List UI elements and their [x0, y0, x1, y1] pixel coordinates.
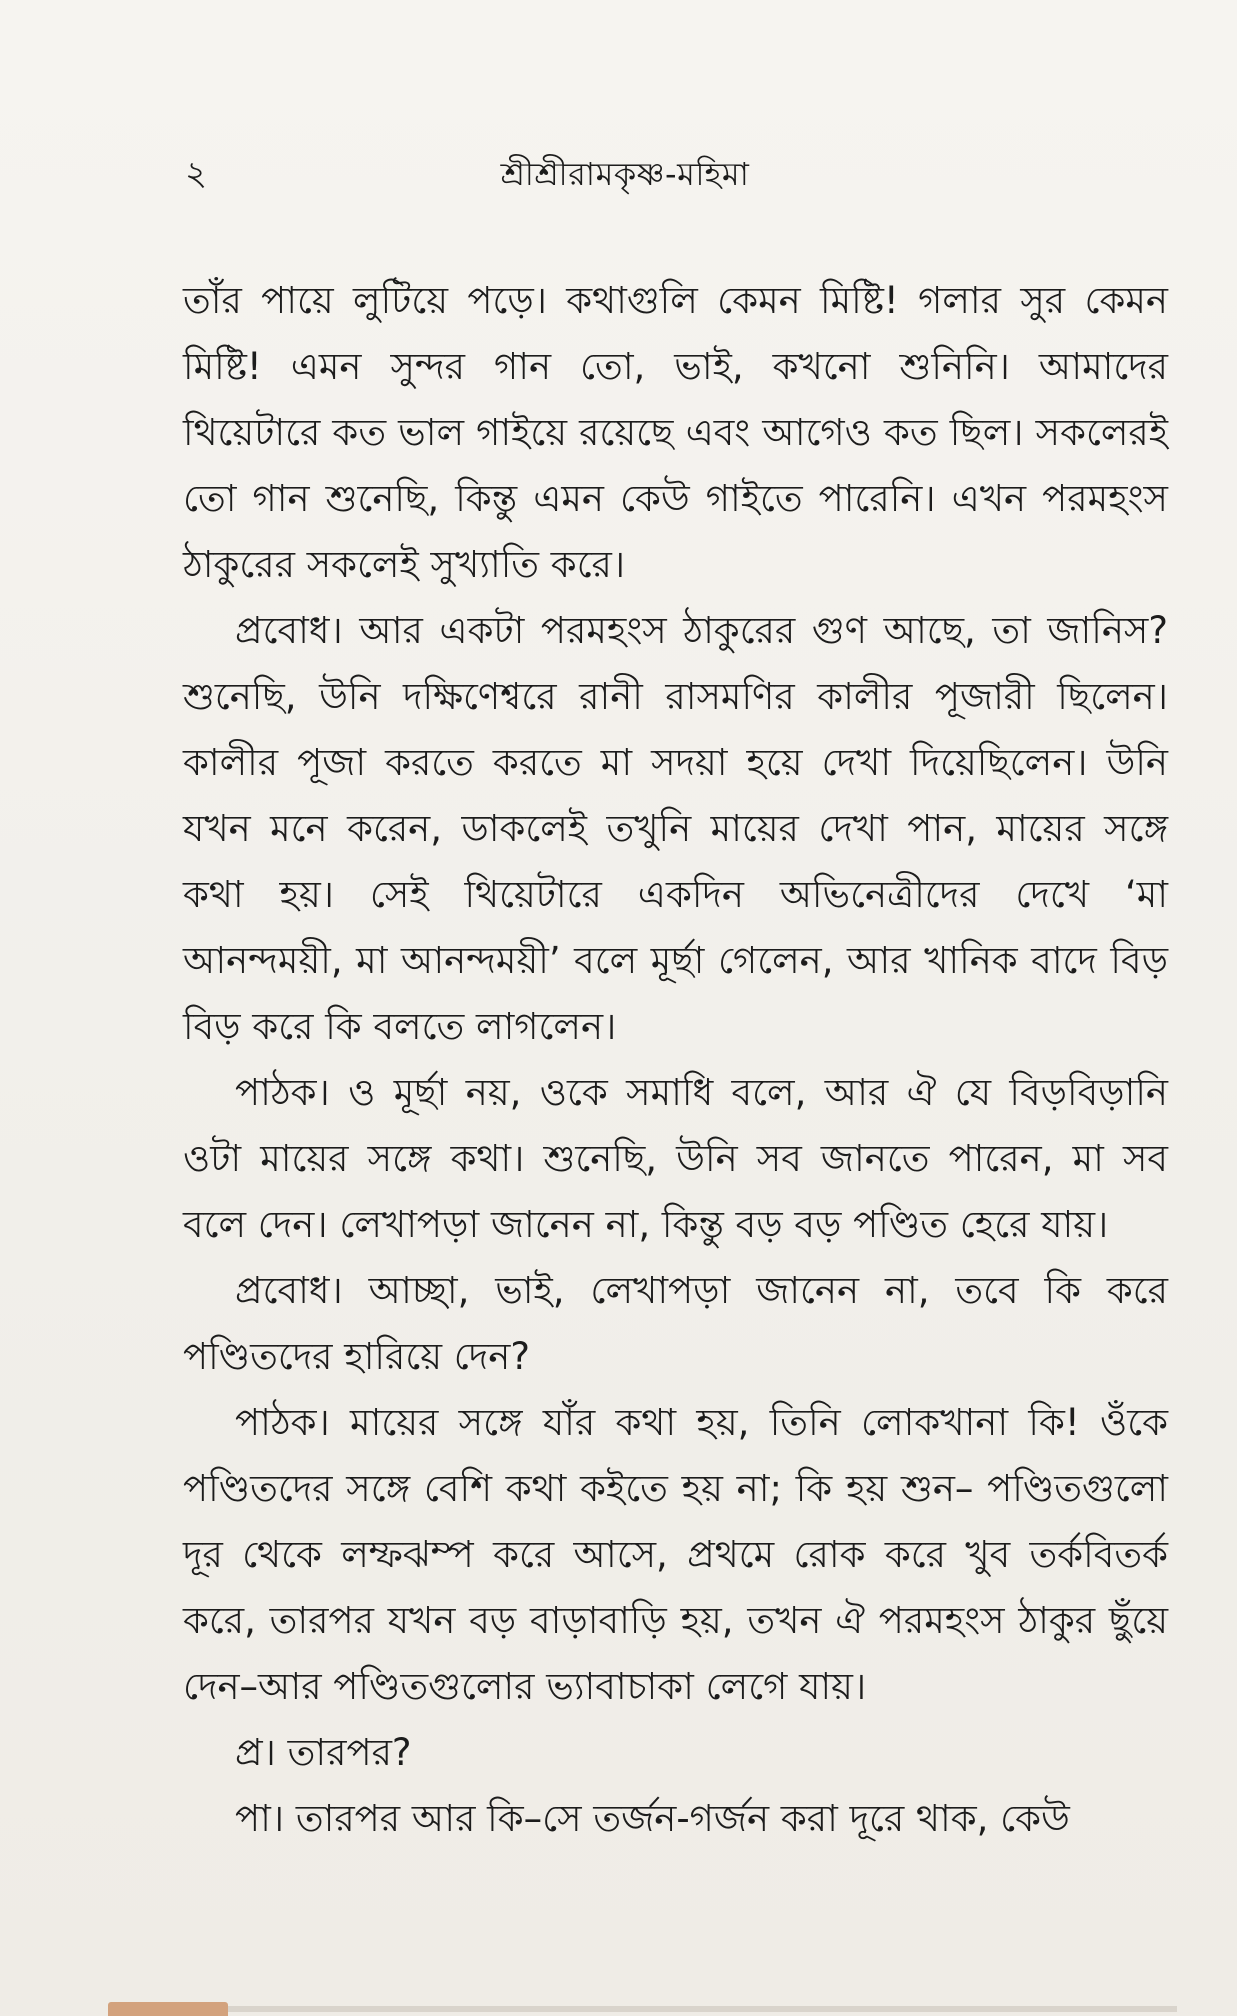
paragraph-text: আর একটা পরমহংস ঠাকুরের গুণ আছে, তা জানিস? শুনেছি, উনি দক্ষিণেশ্বরে রানী রাসমণির কালীর পূজারী ছিলেন। কালীর পূজা করতে করতে মা সদয়া হয়ে দেখা দিয়েছিলেন। উনি যখন মনে করেন, ডাকলেই তখুনি মায়ের দেখা পান, মায়ের সঙ্গে কথা হয়। সেই থিয়েটারে একদিন অভিনেত্রীদের দেখে ‘মা আনন্দময়ী, মা আনন্দময়ী’ বলে মূর্ছা গেলেন, আর খানিক বাদে বিড় বিড় করে কি বলতে লাগলেন।: [183, 609, 1168, 1048]
paragraph: [183, 268, 1168, 598]
paragraph: [183, 598, 1168, 1060]
paragraph: [183, 1720, 1168, 1786]
speaker-label: প্রবোধ।: [235, 609, 343, 652]
paragraph-text: মায়ের সঙ্গে যাঁর কথা হয়, তিনি লোকখানা কি! ওঁকে পণ্ডিতদের সঙ্গে বেশি কথা কইতে হয় না; কি হয় শুন– পণ্ডিতগুলো দূর থেকে লম্ফঝম্প করে আসে, প্রথমে রোক করে খুব তর্কবিতর্ক করে, তারপর যখন বড় বাড়াবাড়ি হয়, তখন ঐ পরমহংস ঠাকুর ছুঁয়ে দেন–আর পণ্ডিতগুলোর ভ্যাবাচাকা লেগে যায়।: [183, 1401, 1168, 1708]
page-bottom-edge: [228, 2006, 1177, 2012]
paragraph: [183, 1258, 1168, 1390]
paragraph-text: তাঁর পায়ে লুটিয়ে পড়ে। কথাগুলি কেমন মিষ্টি! গলার সুর কেমন মিষ্টি! এমন সুন্দর গান তো, ভাই, কখনো শুনিনি। আমাদের থিয়েটারে কত ভাল গাইয়ে রয়েছে এবং আগেও কত ছিল। সকলেরই তো গান শুনেছি, কিন্তু এমন কেউ গাইতে পারেনি। এখন পরমহংস ঠাকুরের সকলেই সুখ্যাতি করে।: [183, 279, 1168, 586]
paragraph-text: তারপর আর কি–সে তর্জন-গর্জন করা দূরে থাক, কেউ: [284, 1797, 1070, 1840]
paragraph-text: আচ্ছা, ভাই, লেখাপড়া জানেন না, তবে কি করে পণ্ডিতদের হারিয়ে দেন?: [183, 1269, 1168, 1378]
running-title: শ্রীশ্রীরামকৃষ্ণ-মহিমা: [500, 155, 750, 193]
speaker-label: পাঠক।: [235, 1401, 330, 1444]
page-header: [185, 150, 1065, 210]
speaker-label: পাঠক।: [235, 1071, 330, 1114]
page-body: [183, 268, 1168, 1852]
speaker-label: প্র।: [235, 1731, 276, 1774]
paragraph-text: ও মূর্ছা নয়, ওকে সমাধি বলে, আর ঐ যে বিড়বিড়ানি ওটা মায়ের সঙ্গে কথা। শুনেছি, উনি সব জানতে পারেন, মা সব বলে দেন। লেখাপড়া জানেন না, কিন্তু বড় বড় পণ্ডিত হেরে যায়।: [183, 1071, 1168, 1246]
paragraph-text: তারপর?: [275, 1731, 412, 1774]
paragraph: [183, 1390, 1168, 1720]
speaker-label: পা।: [235, 1797, 285, 1840]
paragraph: [183, 1786, 1168, 1852]
page-edge-strip: [108, 2002, 228, 2016]
speaker-label: প্রবোধ।: [235, 1269, 343, 1312]
paragraph: [183, 1060, 1168, 1258]
page-number: ২: [185, 154, 208, 194]
